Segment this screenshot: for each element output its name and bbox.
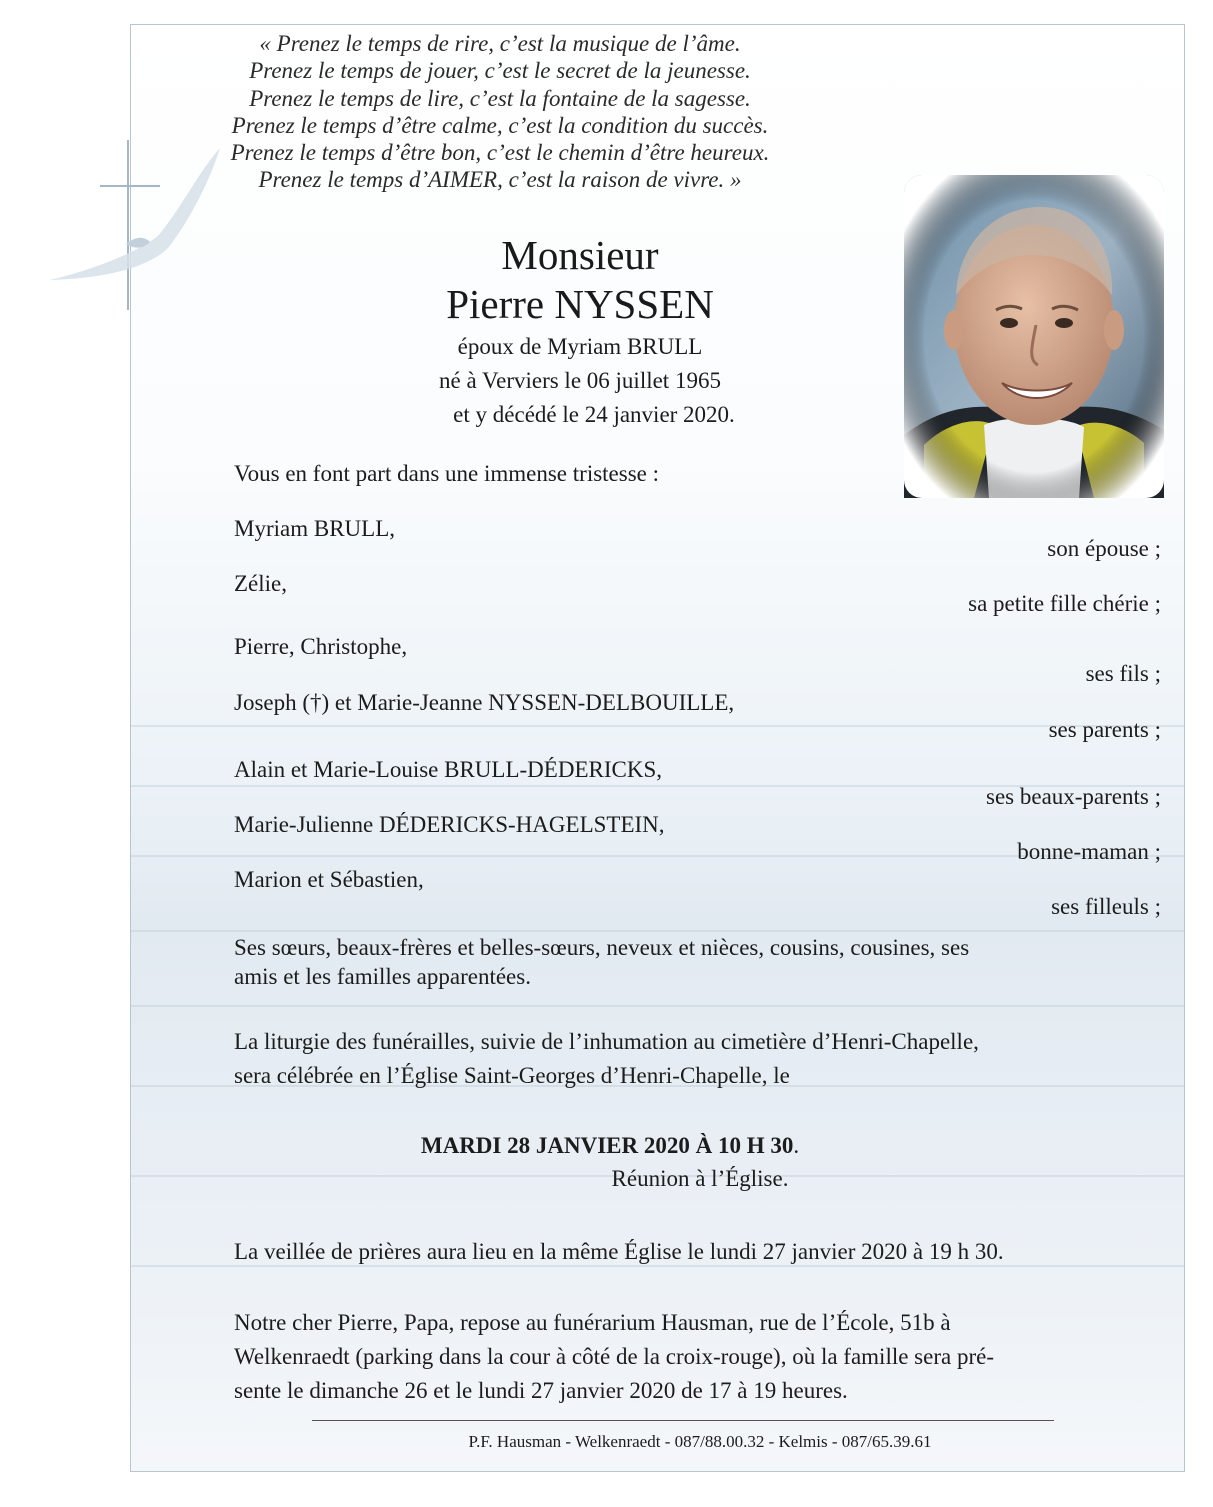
honorific: Monsieur (501, 232, 659, 278)
visitation-line: Welkenraedt (parking dans la cour à côté de la croix-rouge), où la famille sera pré- (234, 1344, 994, 1369)
death-line: et y décédé le 24 janvier 2020. (453, 402, 735, 427)
family-name: Marion et Sébastien, (234, 867, 424, 892)
footer-divider (312, 1420, 1054, 1421)
vigil-line: La veillée de prières aura lieu en la même Église le lundi 27 janvier 2020 à 19 h 30. (234, 1239, 1004, 1264)
family-name: Marie-Julienne DÉDERICKS-HAGELSTEIN, (234, 812, 665, 837)
family-relation: ses parents ; (1048, 717, 1161, 742)
poem-line: Prenez le temps de lire, c’est la fontaine de la sagesse. (249, 85, 751, 111)
poem-line: Prenez le temps d’être calme, c’est la condition du succès. (231, 112, 769, 138)
wave-line (131, 725, 1184, 727)
visitation-line: Notre cher Pierre, Papa, repose au funérarium Hausman, rue de l’École, 51b à (234, 1310, 951, 1335)
family-name: Alain et Marie-Louise BRULL-DÉDERICKS, (234, 757, 662, 782)
family-relation: ses filleuls ; (1051, 894, 1161, 919)
liturgy-line: sera célébrée en l’Église Saint-Georges d’Henri-Chapelle, le (234, 1063, 790, 1088)
funeral-date-end: . (793, 1133, 800, 1158)
family-relation: ses beaux-parents ; (986, 784, 1161, 809)
family-relation: bonne-maman ; (1017, 839, 1161, 864)
footer-contact: P.F. Hausman - Welkenraedt - 087/88.00.32 - Kelmis - 087/65.39.61 (468, 1432, 932, 1451)
family-relation: sa petite fille chérie ; (968, 591, 1161, 616)
poem-line: « Prenez le temps de rire, c’est la musique de l’âme. (259, 31, 741, 56)
family-name: Myriam BRULL, (234, 516, 395, 541)
wave-line (131, 930, 1184, 932)
family-relation: son épouse ; (1047, 536, 1161, 561)
others-line: Ses sœurs, beaux-frères et belles-sœurs, neveux et nièces, cousins, cousines, ses (234, 935, 970, 960)
intro-line: Vous en font part dans une immense tristesse : (234, 461, 660, 486)
spouse-line: époux de Myriam BRULL (457, 334, 703, 359)
poem-line: Prenez le temps de jouer, c’est le secret de la jeunesse. (249, 58, 751, 84)
meeting-line: Réunion à l’Église. (611, 1166, 789, 1191)
family-name: Zélie, (234, 571, 287, 596)
family-name: Joseph (†) et Marie-Jeanne NYSSEN-DELBOUILLE, (234, 690, 735, 715)
poem-line: Prenez le temps d’AIMER, c’est la raison de vivre. » (258, 167, 742, 193)
deceased-name: Pierre NYSSEN (446, 281, 714, 327)
birth-line: né à Verviers le 06 juillet 1965 (439, 368, 721, 393)
others-line: amis et les familles apparentées. (234, 964, 531, 989)
portrait-photo (904, 175, 1164, 498)
liturgy-line: La liturgie des funérailles, suivie de l’inhumation au cimetière d’Henri-Chapelle, (234, 1029, 979, 1054)
funeral-date-text: MARDI 28 JANVIER 2020 À 10 H 30 (420, 1133, 794, 1158)
funeral-date (330, 1133, 890, 1159)
poem (150, 30, 850, 194)
visitation-line: sente le dimanche 26 et le lundi 27 janvier 2020 de 17 à 19 heures. (234, 1378, 848, 1403)
poem-line: Prenez le temps d’être bon, c’est le chemin d’être heureux. (230, 140, 770, 166)
wave-line (131, 1005, 1184, 1007)
family-relation: ses fils ; (1085, 661, 1161, 686)
family-name: Pierre, Christophe, (234, 634, 408, 659)
